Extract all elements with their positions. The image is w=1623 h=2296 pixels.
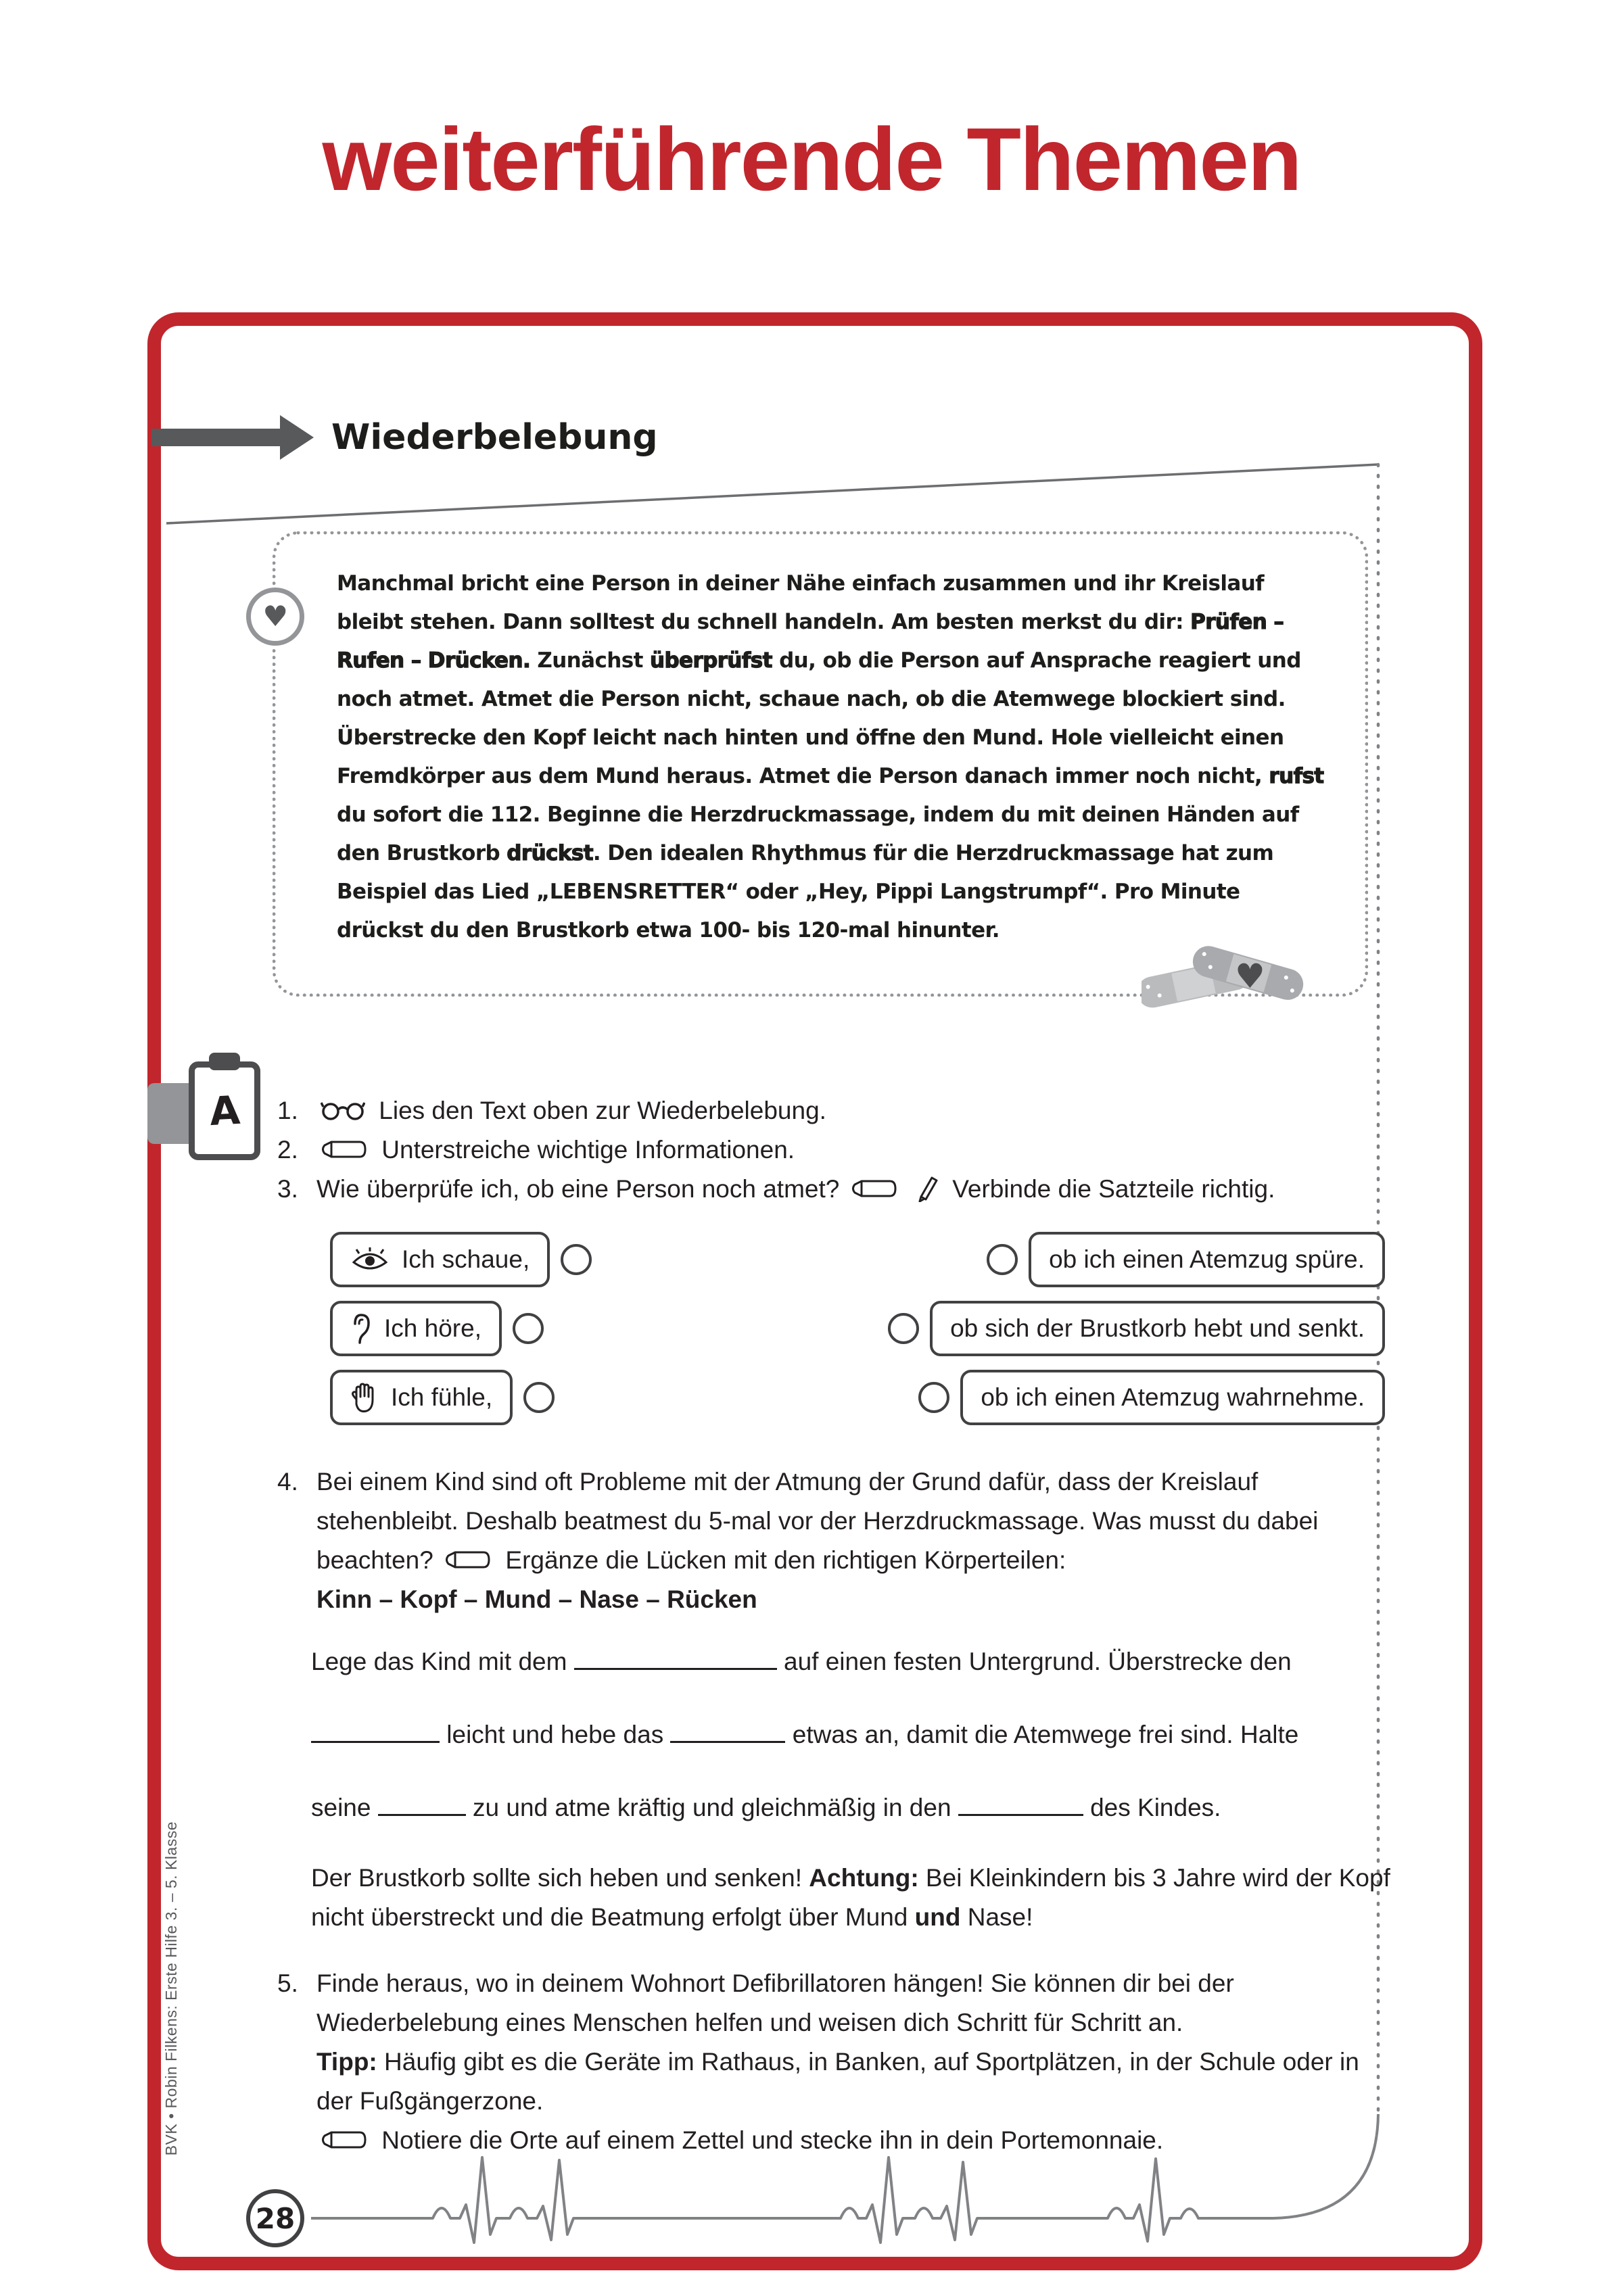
- task-number: 1.: [277, 1097, 298, 1124]
- hand-icon: [350, 1382, 379, 1413]
- tipp-text: Häufig gibt es die Geräte im Rathaus, in Banken, auf Sportplätzen, in der Schule oder in der Fußgängerzone.: [316, 2048, 1359, 2115]
- task-number: 5.: [277, 1969, 298, 1997]
- match-left-label: Ich höre,: [384, 1314, 481, 1342]
- text-run: Manchmal bricht eine Person in deiner Nähe einfach zusammen und ihr Kreislauf bleibt stehen. Dann solltest du schnell handeln. Am besten merkst du dir:: [337, 571, 1265, 634]
- gap-text-line: [311, 1713, 1393, 1754]
- task-5-intro: Finde heraus, wo in deinem Wohnort Defibrillatoren hängen! Sie können dir bei der Wiederbelebung eines Menschen helfen und weisen dich Schritt für Schritt an.: [316, 1969, 1234, 2036]
- sheet-heading-row: [151, 415, 1432, 460]
- text-run: rufst: [1269, 764, 1324, 788]
- text-run: Der Brustkorb sollte sich heben und senken!: [311, 1864, 809, 1892]
- worksheet-frame: [147, 312, 1482, 2270]
- match-right-label: ob ich einen Atemzug wahrnehme.: [981, 1383, 1365, 1411]
- text-run: überprüfst: [649, 648, 772, 673]
- text-run: . Den idealen Rhythmus für die Herzdruckmassage hat zum Beispiel das Lied „LEBENSRETTER“ oder „Hey, Pippi Langstrumpf“. Pro Minute drückst du den Brustkorb etwa 100- bis 120-mal hinunter.: [337, 841, 1274, 942]
- text-run: seine: [311, 1794, 378, 1821]
- gap-text-line: [311, 1786, 1393, 1827]
- connect-circle[interactable]: [918, 1382, 949, 1413]
- side-credit: BVK • Robin Filkens: Erste Hilfe 3. – 5. Klasse: [162, 1821, 180, 2155]
- page-title: weiterführende Themen: [322, 110, 1301, 209]
- connect-circle[interactable]: [561, 1244, 592, 1275]
- bandaid-heart-icon: [1142, 936, 1304, 1018]
- pencil-icon: [916, 1175, 939, 1202]
- match-left-box: [330, 1370, 513, 1425]
- match-right-label: ob sich der Brustkorb hebt und senkt.: [950, 1314, 1365, 1342]
- word-bank: Kinn – Kopf – Mund – Nase – Rücken: [316, 1585, 757, 1613]
- match-right-label: ob ich einen Atemzug spüre.: [1049, 1245, 1365, 1273]
- text-run: Achtung:: [809, 1864, 919, 1892]
- task-1: [277, 1091, 1385, 1130]
- heading-arrow-icon: [151, 415, 314, 460]
- marker-icon: [444, 1550, 492, 1570]
- text-run: und: [914, 1903, 961, 1931]
- eye-icon: [350, 1247, 390, 1272]
- page-number-badge: 28: [246, 2189, 304, 2247]
- text-run: des Kindes.: [1083, 1794, 1221, 1821]
- text-run: du, ob die Person auf Ansprache reagiert und noch atmet. Atmet die Person nicht, schaue nach, ob die Atemwege blockiert sind. Überstrecke den Kopf leicht nach hinten und öffne den Mund. Hole vielleicht einen Fremdkörper aus dem Mund heraus. Atmet die Person danach immer noch nicht,: [337, 648, 1301, 788]
- heart-badge-icon: ♥: [246, 588, 304, 646]
- blank-field[interactable]: [378, 1786, 466, 1816]
- gap-text-line: [311, 1640, 1393, 1681]
- clipboard-clip-icon: [209, 1053, 240, 1070]
- info-text: [337, 565, 1327, 950]
- task-2: [277, 1130, 1385, 1170]
- info-box: [262, 531, 1368, 997]
- connect-circle[interactable]: [513, 1313, 544, 1344]
- task-number: 2.: [277, 1136, 298, 1164]
- match-left-box: [330, 1232, 550, 1287]
- ekg-line: [311, 2157, 1273, 2243]
- connect-circle[interactable]: [888, 1313, 919, 1344]
- connect-circle[interactable]: [987, 1244, 1018, 1275]
- text-run: Lege das Kind mit dem: [311, 1648, 574, 1675]
- blank-field[interactable]: [574, 1640, 777, 1670]
- task-4-instruction: Ergänze die Lücken mit den richtigen Körperteilen:: [505, 1546, 1066, 1574]
- marker-icon: [321, 1139, 368, 1159]
- marker-icon: [851, 1178, 898, 1199]
- marker-icon: [321, 2130, 368, 2150]
- clipboard-label: A: [208, 1086, 241, 1135]
- blank-field[interactable]: [670, 1713, 785, 1743]
- task-5: [277, 1964, 1385, 2160]
- match-left-label: Ich fühle,: [391, 1383, 493, 1411]
- task-3-question: Wie überprüfe ich, ob eine Person noch atmet?: [316, 1175, 840, 1203]
- task-3: [277, 1170, 1385, 1209]
- text-run: Zunächst: [530, 648, 650, 673]
- text-run: auf einen festen Untergrund. Überstrecke den: [776, 1648, 1292, 1675]
- task-5-note: Notiere die Orte auf einem Zettel und stecke ihn in dein Portemonnaie.: [381, 2126, 1164, 2154]
- blank-field[interactable]: [958, 1786, 1083, 1816]
- task-4-intro: Bei einem Kind sind oft Probleme mit der Atmung der Grund dafür, dass der Kreislauf stehenbleibt. Deshalb beatmest du 5-mal vor der Herzdruckmassage. Was musst du dabei beachten?: [316, 1468, 1319, 1574]
- match-left-label: Ich schaue,: [402, 1245, 530, 1273]
- matching-row: [330, 1232, 1385, 1287]
- match-right-box: [960, 1370, 1385, 1425]
- text-run: leicht und hebe das: [440, 1721, 671, 1748]
- task-2-text: Unterstreiche wichtige Informationen.: [381, 1136, 795, 1164]
- text-run: Prüfen – Rufen – Drücken.: [337, 610, 1284, 673]
- ear-icon: [350, 1313, 372, 1344]
- task-list: [208, 1086, 1432, 2160]
- task-number: 3.: [277, 1175, 298, 1203]
- matching-row: [330, 1301, 1385, 1356]
- worksheet-heading: Wiederbelebung: [331, 417, 658, 458]
- task-3-instruction: Verbinde die Satzteile richtig.: [952, 1175, 1275, 1203]
- match-right-box: [930, 1301, 1385, 1356]
- svg-text:♥: ♥: [1235, 957, 1265, 996]
- task-group-clipboard: [189, 1061, 260, 1160]
- gap-text-warning: [311, 1859, 1393, 1937]
- task-4: [277, 1462, 1385, 1580]
- task-number: 4.: [277, 1468, 298, 1496]
- task-5-note-line: [316, 2121, 1385, 2160]
- glasses-icon: [321, 1100, 365, 1120]
- text-run: drückst: [507, 841, 593, 865]
- matching-exercise: [330, 1232, 1385, 1425]
- text-run: Nase!: [960, 1903, 1033, 1931]
- text-run: etwas an, damit die Atemwege frei sind. Halte: [785, 1721, 1299, 1748]
- task-5-tipp: [316, 2042, 1385, 2121]
- task-1-text: Lies den Text oben zur Wiederbelebung.: [379, 1097, 826, 1124]
- blank-field[interactable]: [311, 1713, 440, 1743]
- connect-circle[interactable]: [523, 1382, 555, 1413]
- text-run: Bei Kleinkindern bis 3 Jahre wird der Kopf nicht überstreckt und die Beatmung erfolgt über Mund: [311, 1864, 1390, 1931]
- text-run: du sofort die 112. Beginne die Herzdruckmassage, indem du mit deinen Händen auf den Brustkorb: [337, 803, 1299, 865]
- text-run: zu und atme kräftig und gleichmäßig in den: [465, 1794, 958, 1821]
- match-left-box: [330, 1301, 502, 1356]
- gap-text: [311, 1640, 1393, 1937]
- tipp-label: Tipp:: [316, 2048, 377, 2076]
- matching-row: [330, 1370, 1385, 1425]
- match-right-box: [1029, 1232, 1385, 1287]
